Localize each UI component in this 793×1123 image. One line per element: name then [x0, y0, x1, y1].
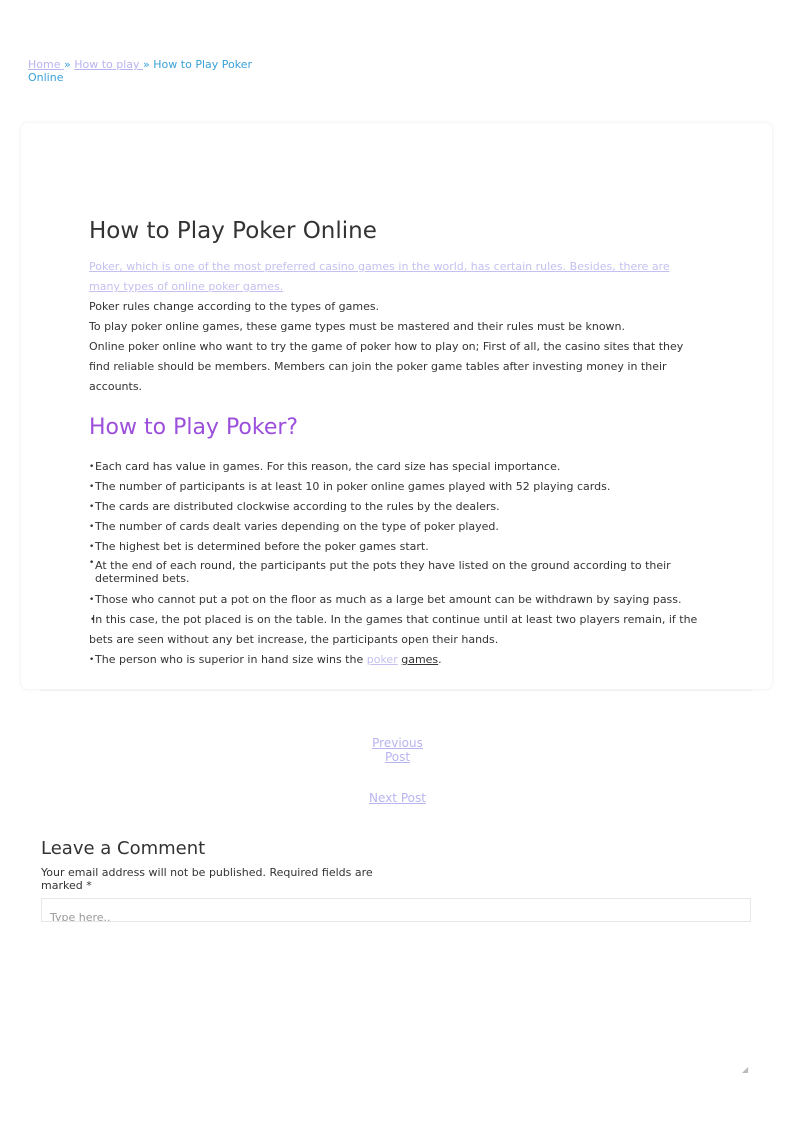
list-item: • The cards are distributed clockwise according to the rules by the dealers.	[89, 497, 699, 517]
list-item-text: The person who is superior in hand size wins the	[95, 653, 367, 666]
article-content	[89, 215, 699, 670]
list-item: • Those who cannot put a pot on the floor as much as a large bet amount can be withdrawn by saying pass.	[89, 590, 699, 610]
breadcrumb-home-link[interactable]: Home	[28, 58, 64, 71]
comment-title: Leave a Comment	[41, 838, 206, 859]
list-item: • At the end of each round, the participants put the pots they have listed on the ground according to their determined bets.	[89, 557, 699, 590]
list-item: • The number of participants is at least 10 in poker online games played with 52 playing cards.	[89, 477, 699, 497]
section-heading: How to Play Poker?	[89, 415, 299, 440]
page-title: How to Play Poker Online	[89, 218, 377, 244]
breadcrumb-how-to-play-link[interactable]: How to play	[74, 58, 144, 71]
intro-link[interactable]: Poker, which is one of the most preferred casino games in the world, has certain rules. Besides, there are many types of online poker games.	[89, 260, 670, 293]
breadcrumb	[28, 58, 258, 84]
previous-post-link[interactable]: Previous Post	[372, 736, 423, 764]
paragraph: Poker rules change according to the types of games.	[89, 300, 380, 313]
list-item: • In this case, the pot placed is on the table. In the games that continue until at least two players remain, if the bets are seen without any bet increase, the participants open their hands.	[89, 610, 699, 650]
games-link[interactable]: games	[401, 653, 439, 666]
breadcrumb-current: How to Play Poker Online	[28, 58, 252, 84]
list-item: • The person who is superior in hand size wins the poker games.	[89, 650, 699, 670]
paragraph: To play poker online games, these game types must be mastered and their rules must be known.	[89, 320, 626, 333]
previous-post-nav	[340, 736, 455, 764]
list-item: • The highest bet is determined before the poker games start.	[89, 537, 699, 557]
comment-note: Your email address will not be published. Required fields are marked *	[41, 866, 373, 892]
breadcrumb-separator: »	[143, 58, 154, 71]
next-post-nav	[340, 791, 455, 805]
list-item: • Each card has value in games. For this reason, the card size has special importance.	[89, 457, 699, 477]
paragraph: Online poker online who want to try the game of poker how to play on; First of all, the casino sites that they find reliable should be members. Members can join the poker game tables after investing money in their accounts.	[89, 340, 684, 393]
rules-list	[89, 457, 699, 670]
next-post-link[interactable]: Next Post	[369, 791, 426, 805]
list-item: • The number of cards dealt varies depending on the type of poker played.	[89, 517, 699, 537]
breadcrumb-separator: »	[63, 58, 75, 71]
comment-textarea[interactable]	[41, 898, 751, 922]
card-divider	[40, 690, 753, 691]
article-intro	[89, 257, 699, 397]
poker-link[interactable]: poker	[366, 653, 398, 666]
resize-handle-icon[interactable]: ◢	[742, 1065, 749, 1074]
